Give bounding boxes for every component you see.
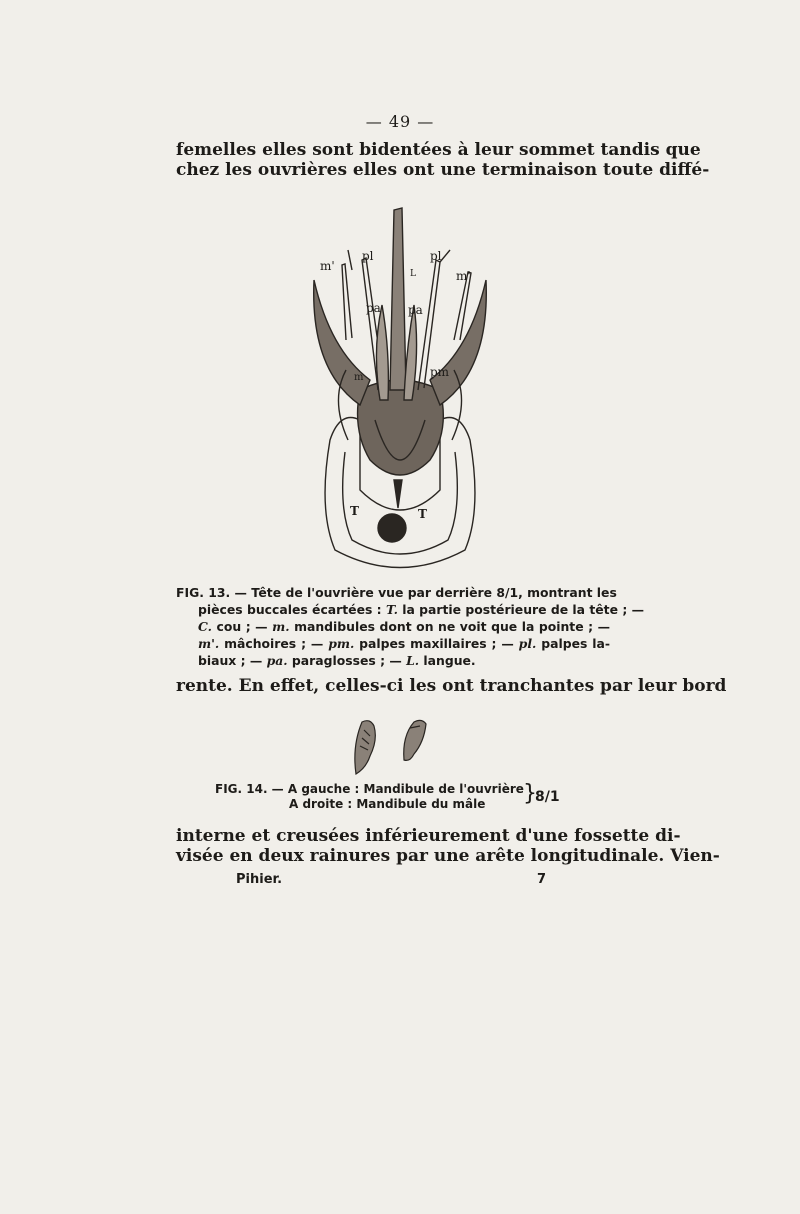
figure-13-caption <box>176 584 644 669</box>
fig13-caption-line-3: C. cou ; — m. mandibules dont on ne voit que la pointe ; — <box>198 619 611 634</box>
fig14-caption-line-2: A droite : Mandibule du mâle <box>289 797 486 811</box>
fig13-label-m: m <box>354 372 364 383</box>
footer-publisher: Pihier. <box>236 872 283 887</box>
fig14-caption-line-1: FIG. 14. — A gauche : Mandibule de l'ouvrière <box>215 782 524 796</box>
fig13-label-T-right: T <box>418 507 427 521</box>
fig13-label-pa-right: pa <box>408 303 423 317</box>
fig13-label-pl-right: pl <box>430 249 442 263</box>
fig13-label-pm: pm <box>430 365 450 379</box>
fig14-scale: 8/1 <box>535 789 560 805</box>
fig13-label-m-right: m' <box>456 269 471 283</box>
footer-signature: 7 <box>536 872 546 887</box>
fig13-label-T-left: T <box>350 504 359 518</box>
fig13-caption-line-1: FIG. 13. — Tête de l'ouvrière vue par derrière 8/1, montrant les <box>176 585 617 600</box>
text-line-5: visée en deux rainures par une arête longitudinale. Vien- <box>176 846 720 866</box>
text-line-2: chez les ouvrières elles ont une terminaison toute diffé- <box>176 160 710 180</box>
figure-13-illustration <box>290 190 510 582</box>
figure-14-caption <box>215 782 575 812</box>
text-line-1: femelles elles sont bidentées à leur sommet tandis que <box>176 140 701 160</box>
fig13-label-L: L <box>410 269 416 279</box>
fig14-brace: } <box>523 781 537 806</box>
page-footer <box>236 872 546 887</box>
fig13-caption-line-5: biaux ; — pa. paraglosses ; — L. langue. <box>198 653 476 668</box>
text-line-4: interne et creusées inférieurement d'une fossette di- <box>176 826 681 846</box>
text-line-3: rente. En effet, celles-ci les ont tranchantes par leur bord <box>176 676 727 696</box>
fig13-label-pl-left: pl <box>362 249 374 263</box>
fig13-label-pa-left: pa <box>366 301 381 315</box>
fig13-caption-line-2: pièces buccales écartées : T. la partie postérieure de la tête ; — <box>198 602 644 617</box>
fig13-caption-line-4: m'. mâchoires ; — pm. palpes maxillaires ; — pl. palpes la- <box>198 636 610 651</box>
figure-14-illustration <box>348 716 438 782</box>
page-number: — 49 — <box>365 112 435 131</box>
fig13-label-m-left: m' <box>320 259 335 273</box>
